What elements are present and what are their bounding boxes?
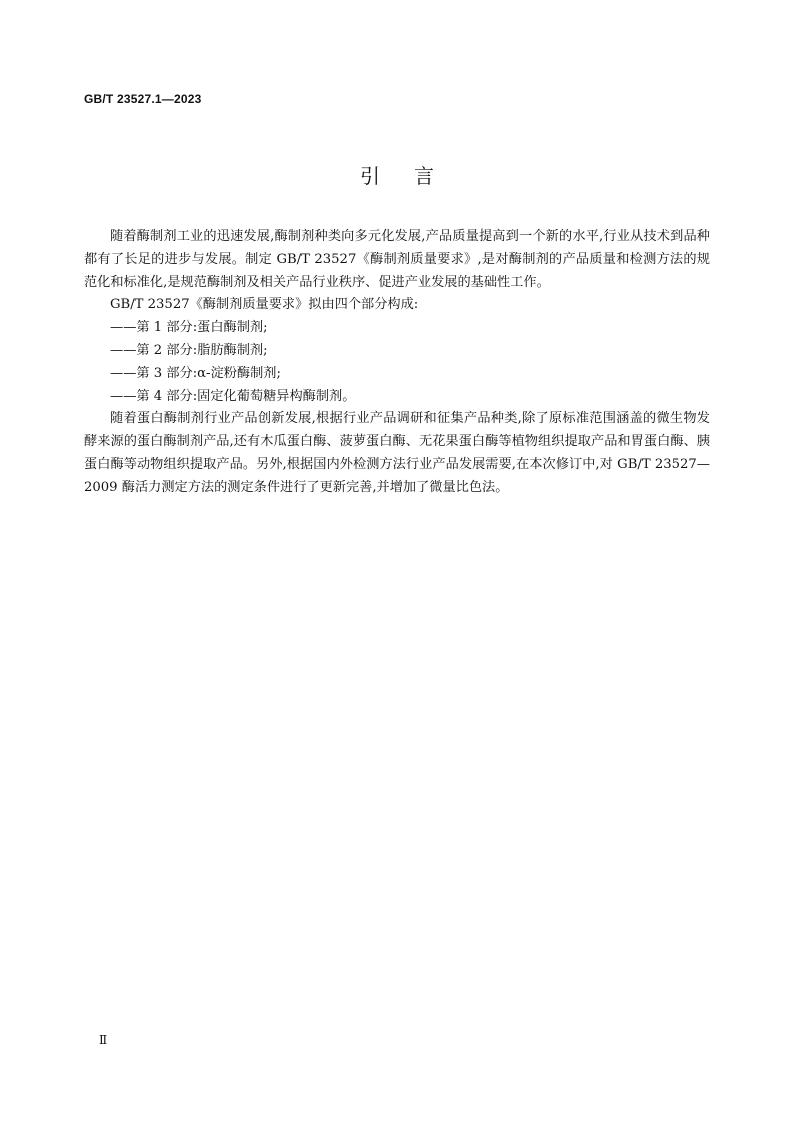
standard-number: GB/T 23527.1—2023 bbox=[84, 92, 202, 106]
list-item-part-1: ——第 1 部分:蛋白酶制剂; bbox=[110, 320, 268, 336]
paragraph-intro: 随着酶制剂工业的迅速发展,酶制剂种类向多元化发展,产品质量提高到一个新的水平,行业从技术到品种都有了长足的进步与发展。制定 GB/T 23527《酶制剂质量要求》,是对酶制剂的产品质量和检测方法的规范化和标准化,是规范酶制剂及相关产品行业秩序、促进产业发展的基础性工作。 bbox=[84, 229, 710, 290]
introduction-body bbox=[84, 226, 710, 500]
paragraph-parts-lead: GB/T 23527《酶制剂质量要求》拟由四个部分构成: bbox=[110, 297, 419, 313]
list-item-part-2: ——第 2 部分:脂肪酶制剂; bbox=[110, 342, 268, 358]
page-title: 引言 bbox=[360, 164, 468, 188]
list-item-part-4: ——第 4 部分:固定化葡萄糖异构酶制剂。 bbox=[110, 388, 356, 404]
paragraph-revision: 随着蛋白酶制剂行业产品创新发展,根据行业产品调研和征集产品种类,除了原标准范围涵盖的微生物发酵来源的蛋白酶制剂产品,还有木瓜蛋白酶、菠萝蛋白酶、无花果蛋白酶等植物组织提取产品和胃蛋白酶、胰蛋白酶等动物组织提取产品。另外,根据国内外检测方法行业产品发展需要,在本次修订中,对 GB/T 23527—2009 酶活力测定方法的测定条件进行了更新完善,并增加了微量比色法。 bbox=[84, 411, 710, 495]
list-item-part-3: ——第 3 部分:α-淀粉酶制剂; bbox=[110, 365, 281, 381]
page-number: Ⅱ bbox=[99, 1033, 108, 1047]
